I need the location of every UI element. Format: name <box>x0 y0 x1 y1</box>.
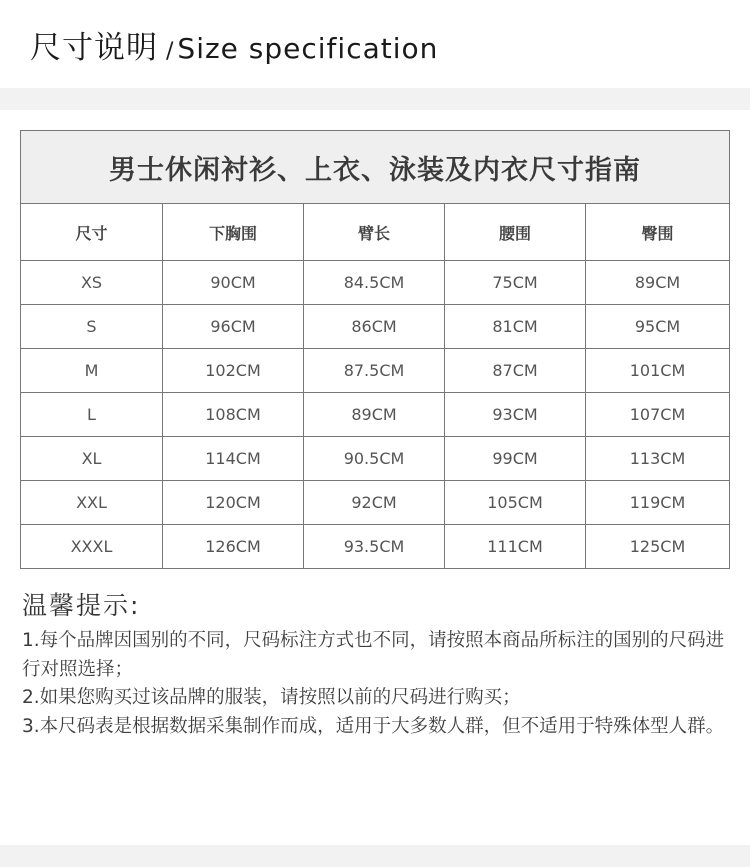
column-header-arm-length: 臂长 <box>304 204 445 261</box>
title-separator: / <box>166 39 174 64</box>
table-row <box>21 349 730 393</box>
table-cell: 96CM <box>163 305 304 349</box>
top-divider-band <box>0 88 750 110</box>
table-cell: 114CM <box>163 437 304 481</box>
table-cell: 107CM <box>586 393 730 437</box>
table-row <box>21 305 730 349</box>
page-header <box>0 0 750 88</box>
tips-title: 温馨提示: <box>22 591 141 620</box>
table-caption: 男士休闲衬衫、上衣、泳装及内衣尺寸指南 <box>21 131 730 204</box>
page-title-cn: 尺寸说明 <box>30 30 158 66</box>
table-cell: 92CM <box>304 481 445 525</box>
column-header-waist: 腰围 <box>445 204 586 261</box>
table-row <box>21 261 730 305</box>
table-cell: 84.5CM <box>304 261 445 305</box>
table-cell: 113CM <box>586 437 730 481</box>
table-cell: 90CM <box>163 261 304 305</box>
column-header-hip: 臀围 <box>586 204 730 261</box>
table-cell: 99CM <box>445 437 586 481</box>
table-cell: 75CM <box>445 261 586 305</box>
column-header-underbust: 下胸围 <box>163 204 304 261</box>
table-cell: 102CM <box>163 349 304 393</box>
table-cell: 95CM <box>586 305 730 349</box>
tip-item: 2.如果您购买过该品牌的服装，请按照以前的尺码进行购买； <box>22 687 521 708</box>
page-title <box>30 22 438 67</box>
table-header-row <box>21 204 730 261</box>
table-cell: 111CM <box>445 525 586 569</box>
table-cell: XXXL <box>21 525 163 569</box>
table-cell: 89CM <box>304 393 445 437</box>
table-row <box>21 481 730 525</box>
table-row <box>21 525 730 569</box>
table-row <box>21 393 730 437</box>
table-cell: XS <box>21 261 163 305</box>
tip-item: 1.每个品牌因国别的不同，尺码标注方式也不同，请按照本商品所标注的国别的尺码进行对照选择； <box>22 630 725 680</box>
table-cell: 108CM <box>163 393 304 437</box>
table-cell: 125CM <box>586 525 730 569</box>
table-cell: XL <box>21 437 163 481</box>
table-cell: 126CM <box>163 525 304 569</box>
table-cell: 89CM <box>586 261 730 305</box>
table-cell: 87.5CM <box>304 349 445 393</box>
table-cell: 120CM <box>163 481 304 525</box>
table-cell: L <box>21 393 163 437</box>
table-row <box>21 437 730 481</box>
page-title-en: Size specification <box>177 32 439 65</box>
table-cell: 93CM <box>445 393 586 437</box>
tip-item: 3.本尺码表是根据数据采集制作而成，适用于大多数人群，但不适用于特殊体型人群。 <box>22 715 725 737</box>
table-caption-row <box>21 131 730 204</box>
table-cell: M <box>21 349 163 393</box>
table-cell: 105CM <box>445 481 586 525</box>
table-cell: 81CM <box>445 305 586 349</box>
table-cell: S <box>21 305 163 349</box>
table-cell: 90.5CM <box>304 437 445 481</box>
bottom-divider-band <box>0 845 750 867</box>
table-cell: 87CM <box>445 349 586 393</box>
table-cell: 86CM <box>304 305 445 349</box>
tips-list <box>22 627 734 741</box>
table-cell: 93.5CM <box>304 525 445 569</box>
table-cell: 119CM <box>586 481 730 525</box>
table-cell: XXL <box>21 481 163 525</box>
column-header-size: 尺寸 <box>21 204 163 261</box>
size-table <box>20 130 730 569</box>
table-cell: 101CM <box>586 349 730 393</box>
